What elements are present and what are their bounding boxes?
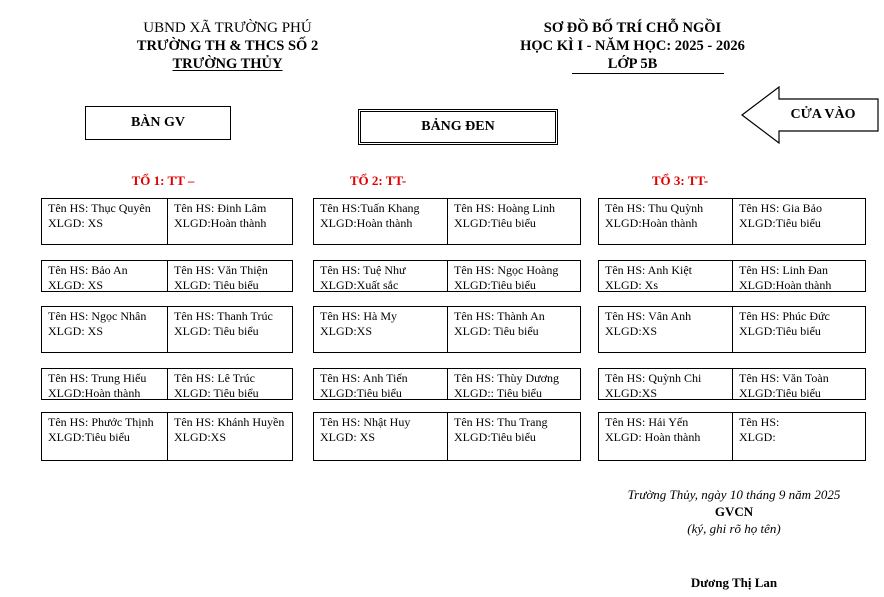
seat-right [732,369,865,399]
entrance-arrow [741,86,879,144]
student-name: Tên HS: Thùy Dương [454,371,559,385]
student-name: Tên HS: Khánh Huyền [174,415,285,429]
student-name: Tên HS: Thục Quyên [48,201,151,215]
seat-left [599,307,732,352]
desk-group-1-row-4 [41,368,293,400]
desk-group-1-row-2 [41,260,293,292]
class-name: LỚP 5B [607,56,658,72]
seat-left [599,199,732,244]
blackboard: BẢNG ĐEN [358,109,558,145]
seat-right [167,369,292,399]
student-grade: XLGD: Tiêu biểu [174,323,259,338]
student-grade: XLGD:Hoàn thành [320,215,413,230]
seat-left [314,369,447,399]
district-name: UBND XÃ TRƯỜNG PHÚ [143,20,312,36]
student-grade: XLGD:Xuất sắc [320,277,399,291]
document-title: SƠ ĐỒ BỐ TRÍ CHỖ NGỒI [543,20,722,36]
student-grade: XLGD:Tiêu biểu [454,429,536,444]
seat-left [599,369,732,399]
seat-right [732,261,865,291]
signature-role: GVCN [714,504,754,519]
student-grade: XLGD:Tiêu biểu [739,215,821,230]
student-name: Tên HS: Phước Thịnh [48,415,154,429]
student-name: Tên HS: Đinh Lâm [174,201,267,215]
seat-left [42,261,167,291]
school-name: TRƯỜNG TH & THCS SỐ 2 [136,38,319,54]
desk-group-3-row-5 [598,412,866,461]
seat-right [167,413,292,460]
seat-right [732,307,865,352]
seat-left [314,199,447,244]
student-name: Tên HS: Trung Hiếu [48,371,147,385]
student-name: Tên HS: Phúc Đức [739,309,830,323]
seat-right [447,307,580,352]
student-name: Tên HS: Hoàng Linh [454,201,555,215]
signature-date: Trường Thủy, ngày 10 tháng 9 năm 2025 [627,487,841,502]
student-name: Tên HS:Tuấn Khang [320,201,420,215]
teacher-desk: BÀN GV [85,106,231,140]
school-location: TRƯỜNG THỦY [172,56,283,72]
student-name: Tên HS: Vân Anh [605,309,692,323]
student-name: Tên HS: Gia Bảo [739,201,822,215]
seat-left [42,369,167,399]
student-name: Tên HS: Lê Trúc [174,371,255,385]
student-name: Tên HS: Văn Thiện [174,263,268,277]
seat-left [599,413,732,460]
student-grade: XLGD: XS [320,429,376,444]
student-name: Tên HS: Văn Toàn [739,371,829,385]
desk-group-2-row-1 [313,198,581,245]
group-3-title: TỔ 3: TT- [651,173,709,188]
seat-right [167,307,292,352]
semester-line: HỌC KÌ I - NĂM HỌC: 2025 - 2026 [520,38,745,54]
student-grade: XLGD:Tiêu biểu [48,429,130,444]
student-name: Tên HS: Hải Yến [605,415,689,429]
seat-left [42,199,167,244]
student-grade: XLGD: Tiêu biểu [454,323,539,338]
seat-right [447,261,580,291]
student-grade: XLGD:Tiêu biểu [739,323,821,338]
student-grade: XLGD: [739,429,776,444]
student-grade: XLGD:Hoàn thành [739,277,832,291]
desk-group-2-row-5 [313,412,581,461]
student-name: Tên HS: Tuệ Như [320,263,406,277]
student-grade: XLGD:XS [174,429,227,444]
seat-left [599,261,732,291]
desk-group-3-row-3 [598,306,866,353]
student-name: Tên HS: Hà My [320,309,397,323]
seat-right [732,199,865,244]
seat-right [732,413,865,460]
seat-right [447,413,580,460]
entrance-label: CỬA VÀO [790,107,856,122]
student-grade: XLGD:: Tiêu biểu [454,385,543,399]
student-grade: XLGD:Hoàn thành [48,385,141,399]
student-grade: XLGD: XS [48,215,104,230]
desk-group-1-row-1 [41,198,293,245]
student-name: Tên HS: Thanh Trúc [174,309,273,323]
student-grade: XLGD:Tiêu biểu [454,277,536,291]
desk-group-3-row-1 [598,198,866,245]
title-underline [572,73,724,74]
signature-note: (ký, ghi rõ họ tên) [687,521,781,536]
student-grade: XLGD:XS [605,385,658,399]
desk-group-3-row-2 [598,260,866,292]
student-name: Tên HS: Anh Tiến [320,371,408,385]
student-grade: XLGD:Tiêu biểu [320,385,402,399]
student-grade: XLGD:Hoàn thành [174,215,267,230]
desk-group-3-row-4 [598,368,866,400]
student-name: Tên HS: Linh Đan [739,263,828,277]
document-title-block [475,19,790,73]
student-grade: XLGD:XS [605,323,658,338]
seat-left [42,413,167,460]
seat-right [167,199,292,244]
student-grade: XLGD:Tiêu biểu [454,215,536,230]
student-grade: XLGD:Hoàn thành [605,215,698,230]
seat-right [447,369,580,399]
student-name: Tên HS: Nhật Huy [320,415,411,429]
student-name: Tên HS: Ngọc Hoàng [454,263,559,277]
student-name: Tên HS: [739,415,780,429]
seat-left [314,261,447,291]
seat-right [447,199,580,244]
group-1-title: TỔ 1: TT – [131,173,195,188]
student-grade: XLGD: XS [48,277,104,291]
seat-left [314,413,447,460]
seat-left [314,307,447,352]
student-name: Tên HS: Ngọc Nhân [48,309,147,323]
student-name: Tên HS: Thu Quỳnh [605,201,704,215]
student-name: Tên HS: Thành An [454,309,545,323]
student-grade: XLGD: Tiêu biểu [174,385,259,399]
student-name: Tên HS: Quỳnh Chi [605,371,702,385]
seat-right [167,261,292,291]
teacher-name: Dương Thị Lan [690,575,778,590]
signature-block [590,486,878,591]
student-grade: XLGD: Xs [605,277,658,291]
desk-group-1-row-3 [41,306,293,353]
student-name: Tên HS: Thu Trang [454,415,548,429]
student-grade: XLGD: Tiêu biểu [174,277,259,291]
desk-group-1-row-5 [41,412,293,461]
student-grade: XLGD:Tiêu biểu [739,385,821,399]
desk-group-2-row-2 [313,260,581,292]
seat-left [42,307,167,352]
student-name: Tên HS: Bảo An [48,263,128,277]
student-grade: XLGD:XS [320,323,373,338]
student-name: Tên HS: Anh Kiệt [605,263,692,277]
student-grade: XLGD: Hoàn thành [605,429,701,444]
student-grade: XLGD: XS [48,323,104,338]
desk-group-2-row-3 [313,306,581,353]
school-header [100,19,355,73]
group-2-title: TỔ 2: TT- [349,173,407,188]
desk-group-2-row-4 [313,368,581,400]
